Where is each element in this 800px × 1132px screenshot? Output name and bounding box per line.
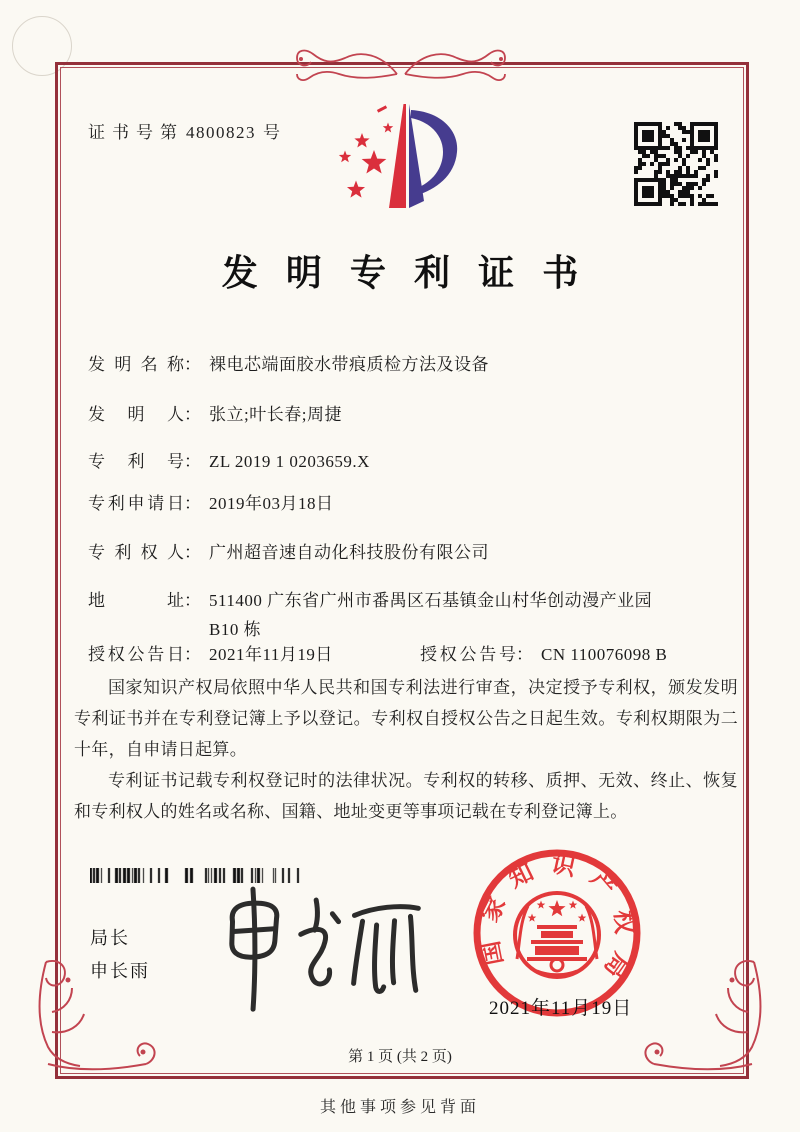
certificate-number-suffix: 号 <box>263 123 280 142</box>
field-label: 专利权人 <box>88 543 184 562</box>
field-value: 张立;叶长春;周捷 <box>209 405 342 424</box>
field-label: 发明人 <box>88 405 184 424</box>
commissioner-name: 申长雨 <box>90 961 150 981</box>
svg-text:国家知识产权局 <box>474 850 639 995</box>
certificate-number-value: 4800823 <box>186 123 256 142</box>
grant-date-value: 2021年11月19日 <box>209 645 333 664</box>
cnipa-logo-icon <box>335 96 480 231</box>
field-label: 授权公告日 <box>88 645 184 664</box>
certificate-title: 发明专利证书 <box>221 253 607 293</box>
certificate-number-prefix: 证书号第 <box>88 123 184 142</box>
commissioner-title: 局长 <box>90 928 130 948</box>
legal-text <box>74 672 738 827</box>
field-value: ZL 2019 1 0203659.X <box>209 452 370 471</box>
field-grant-row: 授权公告日： 2021年11月19日 授权公告号： CN 110076098 B <box>88 640 728 669</box>
field-filing-date: 专利申请日： 2019年03月18日 <box>88 489 728 518</box>
qr-code <box>632 120 720 208</box>
seal-date: 2021年11月19日 <box>489 998 633 1019</box>
field-label: 专利申请日 <box>88 494 184 513</box>
field-value: 广州超音速自动化科技股份有限公司 <box>209 543 489 562</box>
field-address: 地址： 511400 广东省广州市番禺区石基镇金山村华创动漫产业园 B10 栋 <box>88 586 728 644</box>
field-invention-name: 发明名称： 裸电芯端面胶水带痕质检方法及设备 <box>88 350 728 379</box>
handwritten-signature <box>205 878 435 1018</box>
national-emblem <box>515 893 599 977</box>
field-label: 专利号 <box>88 452 184 471</box>
field-label: 发明名称 <box>88 355 184 374</box>
top-border-ornament <box>293 42 509 88</box>
field-patentee: 专利权人： 广州超音速自动化科技股份有限公司 <box>88 538 728 567</box>
seal-org-text: 国家知识产权局 <box>475 851 638 995</box>
certificate-number <box>88 118 280 143</box>
field-patent-number: 专利号： ZL 2019 1 0203659.X <box>88 447 728 476</box>
page-number: 第 1 页 (共 2 页) <box>348 1049 452 1065</box>
legal-paragraph-1: 国家知识产权局依照中华人民共和国专利法进行审查，决定授予专利权，颁发发明专利证书并在专利登记簿上予以登记。专利权自授权公告之日起生效。专利权期限为二十年，自申请日起算。 <box>74 678 738 759</box>
legal-paragraph-2: 专利证书记载专利权登记时的法律状况。专利权的转移、质押、无效、终止、恢复和专利权人的姓名或名称、国籍、地址变更等事项记载在专利登记簿上。 <box>74 771 738 821</box>
field-label: 地址 <box>88 591 184 610</box>
grant-number-value: CN 110076098 B <box>541 645 668 664</box>
field-label: 授权公告号 <box>420 645 516 664</box>
field-value: 裸电芯端面胶水带痕质检方法及设备 <box>209 355 489 374</box>
field-grant-number: 授权公告号： CN 110076098 B <box>420 640 667 669</box>
field-value: 2019年03月18日 <box>209 494 334 513</box>
field-inventors: 发明人： 张立;叶长春;周捷 <box>88 400 728 429</box>
field-value: 511400 广东省广州市番禺区石基镇金山村华创动漫产业园 B10 栋 <box>209 591 653 639</box>
back-side-note: 其他事项参见背面 <box>319 1099 480 1116</box>
